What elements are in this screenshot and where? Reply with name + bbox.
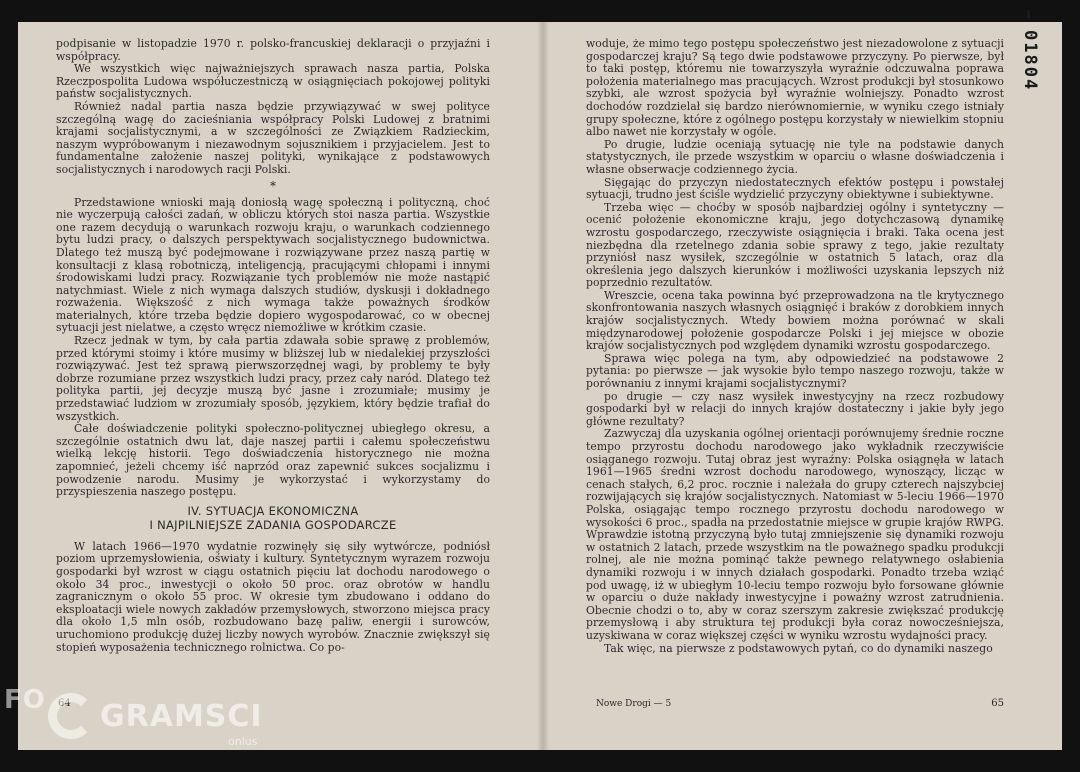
- paragraph: Całe doświadczenie polityki społeczno-politycznej ubiegłego okresu, a szczególnie ostatnich dwu lat, daje naszej partii i całemu społeczeństwu wielką lekcję historii. Tego doświadczenia historycznego nie można zapomnieć, jeżeli chcemy iść naprzód oraz zapewnić sukces socjalizmu i powodzenie narodu. Musimy je wykorzystać i wykorzystamy do przyspieszenia naszego postępu.: [56, 422, 490, 499]
- paragraph: Sięgając do przyczyn niedostatecznych efektów postępu i powstałej sytuacji, trudno jest ściśle wydzielić przyczyny obiektywne i subiektywne.: [586, 175, 1004, 202]
- right-page-footer: [586, 698, 1004, 714]
- left-paragraphs-middle: [56, 197, 490, 499]
- journal-running-foot: Nowe Drogi — 5: [596, 699, 672, 709]
- paragraph: W latach 1966—1970 wydatnie rozwinęły się siły wytwórcze, podniósł poziom uprzemysłowienia, oświaty i kultury. Syntetycznym wyrazem rozwoju gospodarki był wzrost w ciągu ostatnich pięciu lat dochodu narodowego o około 34 proc., inwestycji o około 50 proc. oraz obrotów w handlu zagranicznym o około 55 proc. W okresie tym zbudowano i oddano do eksploatacji wiele nowych zakładów przemysłowych, stworzono miejsca pracy dla około 1,5 mln osób, rozbudowano bazę paliw, energii i surowców, uruchomiono produkcję dużej liczby nowych wyrobów. Znacznie zwiększył się stopień wyposażenia technicznego rolnictwa. Co po-: [56, 539, 490, 654]
- paragraph: Trzeba więc — choćby w sposób najbardziej ogólny i syntetyczny — ocenić położenie ekonomiczne kraju, jego dotychczasową dynamikę wzrostu gospodarczego, rzeczywiste osiągnięcia i braki. Taka ocena jest niezbędna dla rzetelnego zdania sobie sprawy z tego, jakie rezultaty przyniósł nasz wysiłek, szczególnie w ostatnich 5 latach, oraz dla określenia jego dalszych kierunków i możliwości uzyskania lepszych niż poprzednio rezultatów.: [586, 200, 1004, 290]
- section-heading: [56, 504, 490, 532]
- page-number-right: 65: [991, 698, 1004, 709]
- page-number-left: 64: [58, 698, 71, 709]
- section-separator: *: [270, 178, 276, 193]
- paragraph: Sprawa więc polega na tym, aby odpowiedzieć na podstawowe 2 pytania: po pierwsze — jak wysokie było tempo naszego rozwoju, także w porównaniu z innymi krajami socjalistycznymi?: [586, 351, 1004, 391]
- watermark-fo-text: FO: [4, 685, 46, 715]
- paragraph: Również nadal partia nasza będzie przywiązywać w swej polityce szczególną wagę do zacieśniania współpracy Polski Ludowej z bratnimi krajami socjalistycznymi, a w szczególności ze Związkiem Radzieckim, naszym wypróbowanym i niezawodnym sojusznikiem i przyjacielem. Jest to fundamentalne założenie naszej polityki, wynikające z podstawowych socjalistycznych i narodowych racji Polski.: [56, 99, 490, 176]
- section-heading-line2: I NAJPILNIEJSZE ZADANIA GOSPODARCZE: [149, 517, 397, 532]
- watermark-onlus-text: onlus: [228, 735, 258, 748]
- paragraph: Tak więc, na pierwsze z podstawowych pytań, co do dynamiki naszego: [604, 641, 993, 655]
- paragraph: We wszystkich więc najważniejszych sprawach nasza partia, Polska Rzeczpospolita Ludowa współuczestniczą w osiągnięciach pokojowej polityki państw socjalistycznych.: [56, 62, 490, 101]
- paragraph: podpisanie w listopadzie 1970 r. polsko-francuskiej deklaracji o przyjaźni i współpracy.: [56, 38, 490, 63]
- left-paragraphs-bottom: [56, 541, 490, 654]
- left-page-footer: [56, 698, 490, 714]
- left-paragraphs-top: [56, 38, 490, 177]
- paragraph: Po drugie, ludzie oceniają sytuację nie tyle na podstawie danych statystycznych, ile przede wszystkim w oparciu o własne doświadczenia i własne obserwacje codziennego życia.: [586, 137, 1004, 176]
- right-paragraphs: [586, 38, 1004, 655]
- watermark-gramsci-text: GRAMSCI: [100, 699, 263, 734]
- book-spine: [537, 22, 549, 750]
- paragraph: Rzecz jednak w tym, by cała partia zdawała sobie sprawę z problemów, przed którymi stoimy i które musimy w bliższej lub w niedalekiej przyszłości rozwiązywać. Jest też sprawą pierwszorzędnej wagi, by problemy te były dobrze rozumiane przez wszystkich ludzi pracy, przez cały naród. Dlatego też polityka partii, jej decyzje muszą być jasne i zrozumiałe; musimy je przedstawiać ludziom w zrozumiały sposób, językiem, który będzie trafiał do wszystkich.: [56, 334, 490, 423]
- right-page: [586, 38, 1004, 738]
- paragraph: po drugie — czy nasz wysiłek inwestycyjny na rzecz rozbudowy gospodarki był w relacji do innych krajów dostateczny i jakie były jego główne rezultaty?: [586, 389, 1004, 428]
- paragraph: woduje, że mimo tego postępu społeczeństwo jest niezadowolone z sytuacji gospodarczej kraju? Są tego dwie podstawowe przyczyny. Po pierwsze, był to taki postęp, któremu nie towarzyszyła wyraźnie odczuwalna poprawa położenia materialnego mas pracujących. Wzrost produkcji był stosunkowo szybki, ale wzrost spożycia był wyraźnie wolniejszy. Ponadto wzrost dochodów rozdzielał się bardzo nierównomiernie, w wyniku czego istniały grupy społeczne, które z ogólnego postępu korzystały w niewielkim stopniu albo nawet nie korzystały w ogóle.: [586, 38, 1004, 139]
- paragraph: Przedstawione wnioski mają doniosłą wagę społeczną i polityczną, choć nie wyczerpują całości zadań, w obliczu których stoi nasza partia. Wszystkie one razem decydują o warunkach rozwoju kraju, o warunkach codziennego bytu ludzi pracy, o dalszych perspektywach socjalistycznego budownictwa. Dlatego też muszą być podejmowane i rozwiązywane przez naszą partię w konsultacji z klasą robotniczą, inteligencją, pracującymi chłopami i innymi środowiskami ludzi pracy. Rozwiązanie tych problemów nie może nastąpić natychmiast. Wiele z nich wymaga dalszych studiów, dyskusji i dokładnego rozważenia. Większość z nich wymaga także poważnych środków materialnych, które trzeba będzie dopiero wygospodarować, co w obecnej sytuacji jest nielatwe, a często wręcz niemożliwe w krótkim czasie.: [56, 195, 490, 335]
- paragraph: Wreszcie, ocena taka powinna być przeprowadzona na tle krytycznego skonfrontowania naszych własnych osiągnięć i braków z dorobkiem innych krajów socjalistycznych. Wtedy bowiem można porównać w skali międzynarodowej położenie gospodarcze Polski i jej miejsce w obozie krajów socjalistycznych pod względem dynamiki wzrostu gospodarczego.: [586, 288, 1004, 353]
- archive-number-stamp: 01804: [1020, 30, 1040, 92]
- section-heading-line1: IV. SYTUACJA EKONOMICZNA: [187, 503, 359, 518]
- left-page: [56, 38, 490, 738]
- book-spread: [18, 22, 1062, 750]
- paragraph: Zazwyczaj dla uzyskania ogólnej orientacji porównujemy średnie roczne tempo przyrostu dochodu narodowego jako wykładnik rzeczywiście osiąganego rozwoju. Tutaj obraz jest wyraźny: Polska osiągnęła w latach 1961—1965 średni wzrost dochodu narodowego, wynoszący, licząc w cenach stałych, 6,2 proc. rocznie i należała do grupy czterech najszybciej rozwijających się krajów socjalistycznych. Natomiast w 5-leciu 1966—1970 Polska, osiągając tempo rocznego przyrostu dochodu narodowego w wysokości 6 proc., spadła na przedostatnie miejsce w grupie krajów RWPG. Wprawdzie istotną przyczyną było tutaj zmniejszenie się dynamiki rozwoju w ostatnich 2 latach, przede wszystkim na tle poważnego spadku produkcji rolnej, ale nie można pominąć także pewnego relatywnego osłabienia dynamiki rozwoju i w innych działach gospodarki. Ponadto trzeba wziąć pod uwagę, iż w ubiegłym 10-leciu tempo rozwoju było forsowane głównie w oparciu o duże nakłady inwestycyjne i poważny wzrost zatrudnienia. Obecnie chodzi o to, aby w coraz szerszym zakresie zwiększać produkcję przemysłową i aby struktura tej produkcji była coraz nowocześniejsza, uzyskiwana w coraz większej części w wyniku wzrostu wydajności pracy.: [586, 427, 1004, 642]
- stamp-mark: [1027, 10, 1030, 19]
